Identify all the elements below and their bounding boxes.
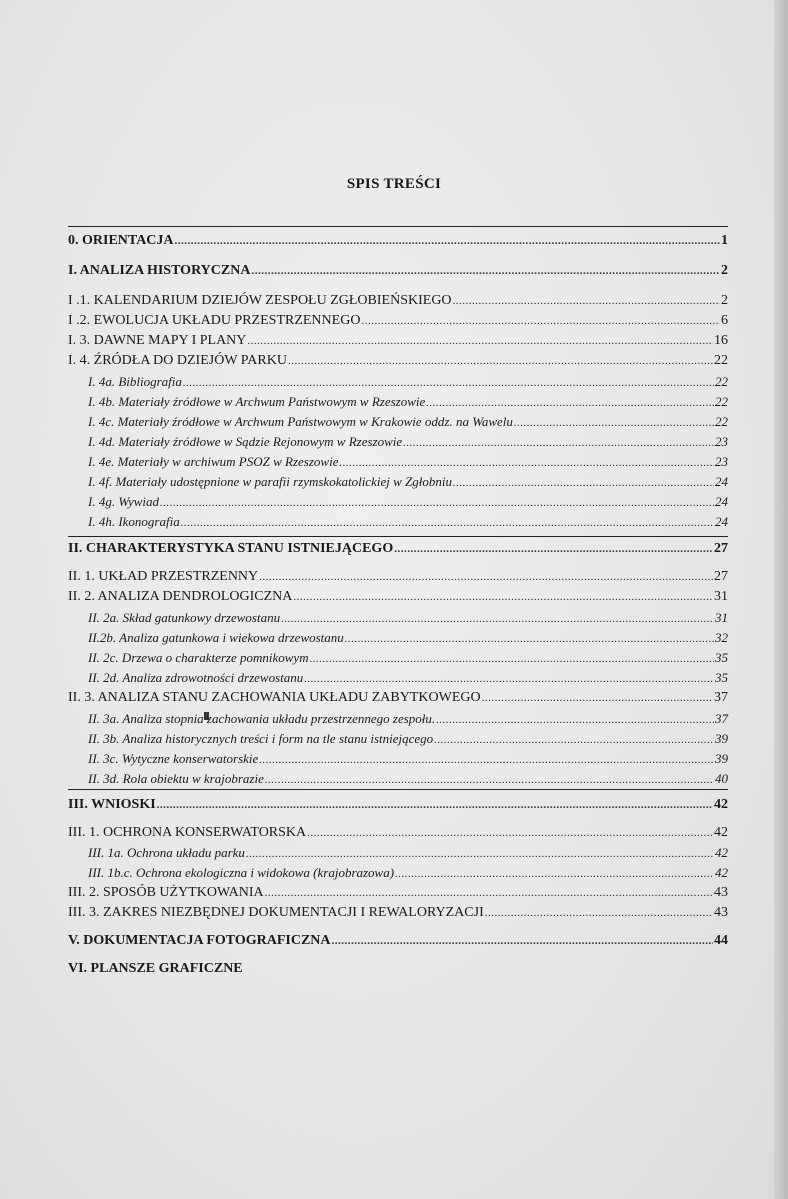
leader-dots xyxy=(181,514,714,532)
toc-entry[interactable] xyxy=(88,649,728,667)
toc-page-number: 39 xyxy=(715,731,728,746)
toc-entry[interactable] xyxy=(88,513,728,531)
toc-page-number: 40 xyxy=(715,771,728,786)
leader-dots xyxy=(304,670,714,688)
toc-entry[interactable] xyxy=(88,629,728,647)
toc-page-number: 35 xyxy=(715,670,728,685)
toc-entry-label: III. 1b.c. Ochrona ekologiczna i widokowa (krajobrazowa) xyxy=(88,865,395,880)
toc-entry-label: I. 4b. Materiały źródłowe w Archwum Państwowym w Rzeszowie xyxy=(88,394,426,409)
toc-entry[interactable] xyxy=(68,332,728,350)
toc-entry[interactable] xyxy=(68,960,243,978)
toc-entry-label: II. 3d. Rola obiektu w krajobrazie xyxy=(88,771,264,786)
toc-page-number: 42 xyxy=(715,865,728,880)
section-divider xyxy=(68,789,728,790)
toc-entry-label: I. 4g. Wywiad xyxy=(88,494,160,509)
toc-page-number: 32 xyxy=(715,630,728,645)
toc-entry-label: II. 3b. Analiza historycznych treści i form na tle stanu istniejącego xyxy=(88,731,434,746)
toc-page-number: 37 xyxy=(714,690,728,705)
leader-dots xyxy=(403,434,714,452)
leader-dots xyxy=(246,845,714,863)
toc-page-number: 44 xyxy=(714,933,728,948)
leader-dots xyxy=(265,884,713,902)
leader-dots xyxy=(265,771,714,789)
toc-entry-label: III. WNIOSKI xyxy=(68,797,156,812)
leader-dots xyxy=(175,232,720,250)
toc-page-number: 1 xyxy=(721,233,728,248)
toc-entry[interactable] xyxy=(88,433,728,451)
toc-entry[interactable] xyxy=(68,824,728,842)
leader-dots xyxy=(332,932,713,950)
toc-entry[interactable] xyxy=(88,844,728,862)
toc-page-number: 24 xyxy=(715,494,728,509)
toc-page-number: 42 xyxy=(714,825,728,840)
leader-dots xyxy=(426,394,714,412)
section-divider xyxy=(68,226,728,227)
leader-dots xyxy=(160,494,714,512)
toc-entry-label: 0. ORIENTACJA xyxy=(68,233,174,248)
toc-entry-label: I. 4h. Ikonografia xyxy=(88,514,180,529)
toc-page-number: 6 xyxy=(721,313,728,328)
toc-entry[interactable] xyxy=(88,609,728,627)
toc-entry[interactable] xyxy=(68,312,728,330)
toc-entry-label: II. 2a. Skład gatunkowy drzewostanu xyxy=(88,610,281,625)
leader-dots xyxy=(251,262,720,280)
toc-page-number: 22 xyxy=(714,353,728,368)
toc-entry[interactable] xyxy=(68,352,728,370)
toc-entry[interactable] xyxy=(88,493,728,511)
toc-page-number: 43 xyxy=(714,905,728,920)
toc-page-number: 31 xyxy=(715,610,728,625)
toc-entry[interactable] xyxy=(88,373,728,391)
toc-entry[interactable] xyxy=(88,750,728,768)
leader-dots xyxy=(482,689,713,707)
toc-page-number: 31 xyxy=(714,589,728,604)
toc-page-number: 23 xyxy=(715,454,728,469)
leader-dots xyxy=(157,796,713,814)
toc-page-number: 2 xyxy=(721,263,728,278)
toc-entry-label: II. 3. ANALIZA STANU ZACHOWANIA UKŁADU ZABYTKOWEGO xyxy=(68,690,481,705)
toc-page-number: 35 xyxy=(715,650,728,665)
leader-dots xyxy=(247,332,713,350)
leader-dots xyxy=(281,610,714,628)
toc-page-number: 22 xyxy=(715,374,728,389)
toc-entry-label: III. 1a. Ochrona układu parku xyxy=(88,845,245,860)
leader-dots xyxy=(361,312,720,330)
leader-dots xyxy=(259,568,713,586)
leader-dots xyxy=(453,474,714,492)
toc-entry-label: I .2. EWOLUCJA UKŁADU PRZESTRZENNEGO xyxy=(68,313,361,328)
toc-entry-label: III. 3. ZAKRES NIEZBĘDNEJ DOKUMENTACJI I REWALORYZACJI xyxy=(68,905,484,920)
toc-entry-label: I. 4a. Bibliografia xyxy=(88,374,182,389)
leader-dots xyxy=(434,731,714,749)
toc-entry[interactable] xyxy=(68,884,728,902)
toc-entry[interactable] xyxy=(68,689,728,707)
toc-entry[interactable] xyxy=(68,568,728,586)
toc-page-number: 27 xyxy=(714,541,728,556)
toc-entry-label: II. 3a. Analiza stopnia zachowania układu przestrzennego zespołu. xyxy=(88,711,436,726)
toc-page-number: 22 xyxy=(715,394,728,409)
toc-entry-label: III. 1. OCHRONA KONSERWATORSKA xyxy=(68,825,307,840)
toc-entry[interactable] xyxy=(68,932,728,950)
toc-entry[interactable] xyxy=(68,292,728,310)
leader-dots xyxy=(436,711,714,729)
toc-entry-label: I. 4. ŹRÓDŁA DO DZIEJÓW PARKU xyxy=(68,353,287,368)
toc-entry-label: II. 2d. Analiza zdrowotności drzewostanu xyxy=(88,670,304,685)
toc-page-number: 24 xyxy=(715,474,728,489)
toc-entry-label: V. DOKUMENTACJA FOTOGRAFICZNA xyxy=(68,933,331,948)
section-divider xyxy=(68,536,728,537)
toc-page-number: 23 xyxy=(715,434,728,449)
toc-page-number: 42 xyxy=(715,845,728,860)
leader-dots xyxy=(394,540,713,558)
toc-entry[interactable] xyxy=(88,413,728,431)
toc-page-number: 42 xyxy=(714,797,728,812)
toc-entry[interactable] xyxy=(88,864,728,882)
toc-entry[interactable] xyxy=(88,393,728,411)
toc-page-number: 37 xyxy=(715,711,728,726)
toc-page-number: 43 xyxy=(714,885,728,900)
toc-entry-label: II.2b. Analiza gatunkowa i wiekowa drzewostanu xyxy=(88,630,344,645)
toc-page-number: 2 xyxy=(721,293,728,308)
toc-entry-label: I. ANALIZA HISTORYCZNA xyxy=(68,263,251,278)
toc-page-number: 39 xyxy=(715,751,728,766)
leader-dots xyxy=(183,374,714,392)
toc-page-number: 22 xyxy=(715,414,728,429)
toc-entry-label: I. 4f. Materiały udostępnione w parafii rzymskokatolickiej w Zgłobniu xyxy=(88,474,452,489)
toc-entry[interactable] xyxy=(88,453,728,471)
toc-entry[interactable] xyxy=(88,710,728,728)
toc-entry-label: I .1. KALENDARIUM DZIEJÓW ZESPOŁU ZGŁOBIEŃSKIEGO xyxy=(68,293,452,308)
toc-entry[interactable] xyxy=(88,669,728,687)
toc-entry-label: I. 3. DAWNE MAPY I PLANY xyxy=(68,333,247,348)
leader-dots xyxy=(485,904,713,922)
toc-entry-label: I. 4d. Materiały źródłowe w Sądzie Rejonowym w Rzeszowie xyxy=(88,434,403,449)
toc-page-number: 24 xyxy=(715,514,728,529)
toc-entry[interactable] xyxy=(88,770,728,788)
toc-entry-label: I. 4c. Materiały źródłowe w Archwum Państwowym w Krakowie oddz. na Wawelu xyxy=(88,414,513,429)
toc-entry[interactable] xyxy=(68,904,728,922)
toc-entry-label: II. 2c. Drzewa o charakterze pomnikowym xyxy=(88,650,309,665)
toc-entry[interactable] xyxy=(88,473,728,491)
toc-page-number: 27 xyxy=(714,569,728,584)
toc-entry-label: II. 1. UKŁAD PRZESTRZENNY xyxy=(68,569,259,584)
toc-entry-label: II. CHARAKTERYSTYKA STANU ISTNIEJĄCEGO xyxy=(68,541,394,556)
leader-dots xyxy=(310,650,714,668)
toc-entry[interactable] xyxy=(68,232,728,250)
toc-entry[interactable] xyxy=(68,588,728,606)
leader-dots xyxy=(293,588,713,606)
toc-entry-label: VI. PLANSZE GRAFICZNE xyxy=(68,961,243,976)
toc-entry[interactable] xyxy=(68,796,728,814)
page-title: SPIS TREŚCI xyxy=(346,176,442,192)
toc-entry[interactable] xyxy=(68,540,728,558)
leader-dots xyxy=(453,292,720,310)
leader-dots xyxy=(259,751,714,769)
toc-entry-label: I. 4e. Materiały w archiwum PSOZ w Rzeszowie xyxy=(88,454,339,469)
leader-dots xyxy=(395,865,714,883)
toc-entry[interactable] xyxy=(88,730,728,748)
toc-entry[interactable] xyxy=(68,262,728,280)
leader-dots xyxy=(514,414,714,432)
leader-dots xyxy=(307,824,713,842)
toc-entry-label: II. 3c. Wytyczne konserwatorskie xyxy=(88,751,259,766)
toc-page-number: 16 xyxy=(714,333,728,348)
toc-entry-label: III. 2. SPOSÓB UŻYTKOWANIA xyxy=(68,885,264,900)
leader-dots xyxy=(288,352,713,370)
leader-dots xyxy=(345,630,714,648)
leader-dots xyxy=(339,454,714,472)
toc-entry-label: II. 2. ANALIZA DENDROLOGICZNA xyxy=(68,589,293,604)
